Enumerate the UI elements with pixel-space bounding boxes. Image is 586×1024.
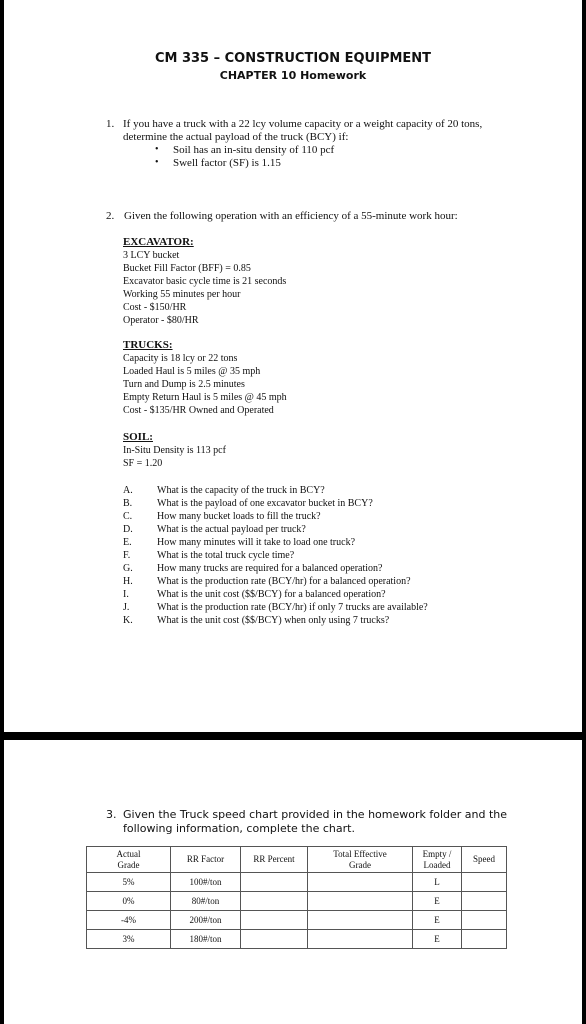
excavator-line: Working 55 minutes per hour — [123, 289, 241, 300]
q3-line1: Given the Truck speed chart provided in the homework folder and the — [123, 808, 508, 821]
q3-line2: following information, complete the chart. — [123, 822, 355, 835]
q1-bullet-1: Soil has an in-situ density of 110 pcf — [173, 144, 335, 156]
excavator-heading: EXCAVATOR: — [123, 236, 194, 248]
q3-number: 3. — [106, 808, 117, 821]
q2-item-letter: G. — [123, 563, 133, 574]
homework-page-2 — [4, 740, 582, 1024]
trucks-line: Capacity is 18 lcy or 22 tons — [123, 353, 238, 364]
truck-speed-table — [86, 846, 507, 949]
cell-rr-factor: 200#/ton — [171, 911, 241, 930]
cell-speed — [462, 892, 507, 911]
cell-speed — [462, 873, 507, 892]
cell-total-effective-grade — [308, 873, 413, 892]
table-row — [87, 911, 507, 930]
excavator-line: Bucket Fill Factor (BFF) = 0.85 — [123, 263, 251, 274]
cell-actual-grade: 0% — [87, 892, 171, 911]
soil-heading: SOIL: — [123, 431, 153, 443]
cell-rr-percent — [241, 873, 308, 892]
q2-item-text: What is the actual payload per truck? — [157, 524, 306, 535]
q2-item-text: How many minutes will it take to load one truck? — [157, 537, 356, 548]
q1-bullet-2: Swell factor (SF) is 1.15 — [173, 157, 281, 169]
cell-empty-loaded: E — [413, 911, 462, 930]
chapter-title: CHAPTER 10 Homework — [219, 69, 367, 82]
q2-item-text: What is the total truck cycle time? — [157, 550, 295, 561]
q2-item-letter: H. — [123, 576, 133, 587]
cell-empty-loaded: E — [413, 892, 462, 911]
excavator-line: Cost - $150/HR — [123, 302, 187, 313]
cell-rr-factor: 80#/ton — [171, 892, 241, 911]
cell-actual-grade: 5% — [87, 873, 171, 892]
cell-total-effective-grade — [308, 911, 413, 930]
cell-rr-factor: 100#/ton — [171, 873, 241, 892]
q2-item-letter: I. — [123, 589, 129, 600]
header-empty-loaded: Empty / Loaded — [413, 847, 462, 873]
excavator-line: Operator - $80/HR — [123, 315, 199, 326]
cell-empty-loaded: E — [413, 930, 462, 949]
table-row — [87, 873, 507, 892]
q2-intro: Given the following operation with an efficiency of a 55-minute work hour: — [124, 210, 458, 222]
q1-line1: If you have a truck with a 22 lcy volume capacity or a weight capacity of 20 tons, — [123, 118, 483, 130]
q2-item-letter: J. — [123, 602, 130, 613]
q2-item-text: What is the unit cost ($$/BCY) when only using 7 trucks? — [157, 615, 390, 626]
q1-line2: determine the actual payload of the truck (BCY) if: — [123, 131, 349, 143]
q2-item-letter: C. — [123, 511, 133, 522]
q2-item-text: How many bucket loads to fill the truck? — [157, 511, 321, 522]
cell-actual-grade: -4% — [87, 911, 171, 930]
cell-rr-percent — [241, 911, 308, 930]
q2-item-text: How many trucks are required for a balanced operation? — [157, 563, 383, 574]
cell-rr-percent — [241, 892, 308, 911]
q2-item-letter: K. — [123, 615, 133, 626]
q2-item-text: What is the production rate (BCY/hr) if only 7 trucks are available? — [157, 602, 428, 613]
cell-rr-percent — [241, 930, 308, 949]
homework-page-1 — [4, 0, 582, 732]
table-row — [87, 930, 507, 949]
bullet-icon: • — [155, 144, 159, 155]
q2-item-letter: E. — [123, 537, 132, 548]
bullet-icon: • — [155, 157, 159, 168]
excavator-line: 3 LCY bucket — [123, 250, 180, 261]
trucks-line: Loaded Haul is 5 miles @ 35 mph — [123, 366, 261, 377]
q1-number: 1. — [106, 118, 115, 130]
q2-item-text: What is the unit cost ($$/BCY) for a balanced operation? — [157, 589, 386, 600]
cell-empty-loaded: L — [413, 873, 462, 892]
header-total-effective-grade: Total Effective Grade — [308, 847, 413, 873]
soil-line: SF = 1.20 — [123, 458, 163, 469]
header-rr-factor: RR Factor — [171, 847, 241, 873]
q2-item-letter: B. — [123, 498, 133, 509]
cell-total-effective-grade — [308, 892, 413, 911]
header-speed: Speed — [462, 847, 507, 873]
q2-item-letter: A. — [123, 485, 133, 496]
table-header-row — [87, 847, 507, 873]
trucks-line: Cost - $135/HR Owned and Operated — [123, 405, 274, 416]
course-title: CM 335 – CONSTRUCTION EQUIPMENT — [154, 51, 432, 66]
q2-item-text: What is the payload of one excavator bucket in BCY? — [157, 498, 373, 509]
table-row — [87, 892, 507, 911]
trucks-line: Empty Return Haul is 5 miles @ 45 mph — [123, 392, 287, 403]
soil-line: In-Situ Density is 113 pcf — [123, 445, 226, 456]
excavator-line: Excavator basic cycle time is 21 seconds — [123, 276, 287, 287]
q2-number: 2. — [106, 210, 115, 222]
header-actual-grade: Actual Grade — [87, 847, 171, 873]
q2-item-text: What is the capacity of the truck in BCY? — [157, 485, 325, 496]
cell-speed — [462, 911, 507, 930]
cell-total-effective-grade — [308, 930, 413, 949]
cell-speed — [462, 930, 507, 949]
trucks-line: Turn and Dump is 2.5 minutes — [123, 379, 245, 390]
cell-rr-factor: 180#/ton — [171, 930, 241, 949]
q2-item-letter: F. — [123, 550, 131, 561]
trucks-heading: TRUCKS: — [123, 339, 173, 351]
q2-item-letter: D. — [123, 524, 133, 535]
cell-actual-grade: 3% — [87, 930, 171, 949]
header-rr-percent: RR Percent — [241, 847, 308, 873]
q2-item-text: What is the production rate (BCY/hr) for a balanced operation? — [157, 576, 411, 587]
